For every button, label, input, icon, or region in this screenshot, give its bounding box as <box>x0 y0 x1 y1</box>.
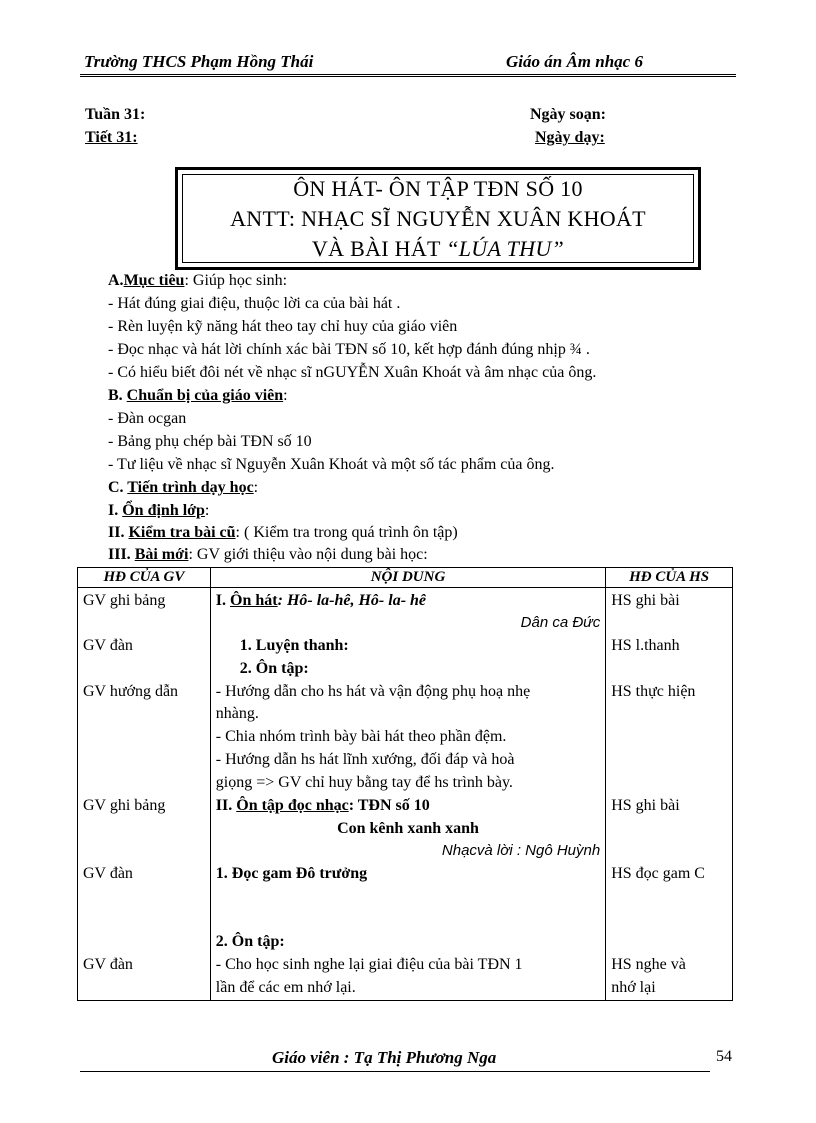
lesson-table <box>77 567 733 1001</box>
objective-item: - Rèn luyện kỹ năng hát theo tay chỉ huy của giáo viên <box>108 318 458 335</box>
step-new-lesson <box>108 544 428 566</box>
process-colon: : <box>253 479 259 496</box>
preparation-label: Chuẩn bị của giáo viên <box>126 387 284 404</box>
page-number: 54 <box>716 1048 732 1065</box>
title-line-3-prefix: VÀ BÀI HÁT <box>311 235 447 261</box>
preparation-colon: : <box>283 387 288 404</box>
gv-activity: GV hướng dẫn <box>83 683 179 700</box>
reading-note: - Cho học sinh nghe lại giai điệu của bài TĐN 1 <box>215 956 523 973</box>
lesson-number: Tiết 31: <box>85 129 138 146</box>
process-prefix: C. <box>108 479 128 496</box>
preparation-heading <box>108 385 288 407</box>
step2-prefix: II. <box>108 524 129 541</box>
teach-date-label: Ngày dạy: <box>535 129 605 146</box>
sec2-label: Ôn tập đọc nhạc <box>236 797 349 814</box>
step-class-order <box>108 500 209 522</box>
section-sight-reading <box>216 795 600 817</box>
header-content: NỘI DUNG <box>210 568 605 588</box>
step1-colon: : <box>204 502 210 519</box>
hs-activity: HS ghi bài <box>611 797 680 814</box>
step2-text: : ( Kiểm tra trong quá trình ôn tập) <box>235 524 458 541</box>
review-note: - Hướng dẫn hs hát lĩnh xướng, đối đáp và hoà <box>215 751 515 768</box>
objective-item: - Đọc nhạc và hát lời chính xác bài TĐN số 10, kết hợp đánh đúng nhịp ¾ . <box>108 341 590 358</box>
gv-activity: GV đàn <box>83 956 133 973</box>
review-note: giọng => GV chỉ huy bằng tay để hs trình bày. <box>215 774 513 791</box>
content-cell <box>210 588 605 1001</box>
school-name: Trường THCS Phạm Hồng Thái <box>84 52 314 71</box>
hs-activity: HS nghe và <box>611 956 686 973</box>
title-box-inner <box>182 174 694 263</box>
sec2-prefix: II. <box>215 797 237 814</box>
step-warmup: 1. Luyện thanh: <box>239 637 349 654</box>
prep-date-label: Ngày soạn: <box>530 106 607 123</box>
title-line-1: ÔN HÁT- ÔN TẬP TĐN SỐ 10 <box>293 175 583 201</box>
sec1-label: Ôn hát <box>230 592 278 609</box>
preparation-item: - Đàn ocgan <box>108 410 187 427</box>
student-activity-cell <box>606 588 733 1001</box>
gv-activity: GV đàn <box>83 865 133 882</box>
objective-item: - Có hiểu biết đôi nét về nhạc sĩ nGUYỄN Xuân Khoát và âm nhạc của ông. <box>108 364 597 381</box>
step-review-reading: 2. Ôn tập: <box>215 933 285 950</box>
gv-activity: GV ghi bảng <box>83 592 166 609</box>
table-header-row <box>78 568 733 588</box>
header-teacher-activity: HĐ CỦA GV <box>78 568 211 588</box>
hs-activity: HS ghi bài <box>611 592 680 609</box>
gv-activity: GV ghi bảng <box>83 797 166 814</box>
teacher-activity-cell <box>78 588 211 1001</box>
step-review <box>108 522 458 544</box>
title-box <box>175 167 701 270</box>
process-heading <box>108 477 258 499</box>
teacher-name: Giáo viên : Tạ Thị Phương Nga <box>272 1048 497 1067</box>
title-line-3 <box>312 234 564 264</box>
gv-activity: GV đàn <box>83 637 133 654</box>
review-note: nhàng. <box>215 705 259 722</box>
song-author: Nhạcvà lời : Ngô Huỳnh <box>441 842 601 859</box>
preparation-prefix: B. <box>108 387 127 404</box>
title-line-2: ANTT: NHẠC SĨ NGUYỄN XUÂN KHOÁT <box>230 205 646 231</box>
step1-label: Ổn định lớp <box>122 502 205 519</box>
preparation-item: - Bảng phụ chép bài TĐN số 10 <box>108 433 312 450</box>
step3-text: : GV giới thiệu vào nội dung bài học: <box>188 546 428 563</box>
hs-activity: HS đọc gam C <box>611 865 705 882</box>
objective-item: - Hát đúng giai điệu, thuộc lời ca của bài hát . <box>108 295 401 312</box>
header-student-activity: HĐ CỦA HS <box>606 568 733 588</box>
section-review-song <box>216 590 600 612</box>
sec1-prefix: I. <box>215 592 231 609</box>
review-note: - Hướng dẫn cho hs hát và vận động phụ hoạ nhẹ <box>215 683 531 700</box>
reading-note: lần để các em nhớ lại. <box>215 979 356 996</box>
step1-prefix: I. <box>108 502 123 519</box>
week-label: Tuần 31: <box>85 106 146 123</box>
review-note: - Chia nhóm trình bày bài hát theo phần đệm. <box>215 728 507 745</box>
step3-label: Bài mới <box>134 546 189 563</box>
hs-activity: nhớ lại <box>611 979 656 996</box>
step2-label: Kiểm tra bài cũ <box>128 524 236 541</box>
hs-activity: HS l.thanh <box>611 637 680 654</box>
header-rule <box>80 74 736 77</box>
step3-prefix: III. <box>108 546 135 563</box>
preparation-item: - Tư liệu về nhạc sĩ Nguyễn Xuân Khoát và một số tác phẩm của ông. <box>108 456 555 473</box>
objectives-label: Mục tiêu <box>123 272 185 289</box>
sec2-rest: : TĐN số 10 <box>348 797 430 814</box>
footer-rule <box>80 1071 710 1072</box>
subject-name: Giáo án Âm nhạc 6 <box>506 52 643 71</box>
objectives-prefix: A. <box>108 272 124 289</box>
process-label: Tiến trình dạy học <box>127 479 254 496</box>
objectives-heading <box>108 270 287 292</box>
table-row <box>78 588 733 1001</box>
title-song-name: “LÚA THU” <box>446 235 565 261</box>
hs-activity: HS thực hiện <box>611 683 696 700</box>
objectives-intro: : Giúp học sinh: <box>184 272 288 289</box>
sec1-song: : Hô- la-hê, Hô- la- hê <box>277 592 427 609</box>
step-review-song: 2. Ôn tập: <box>239 660 309 677</box>
song-origin: Dân ca Đức <box>520 614 601 631</box>
step-read-scale: 1. Đọc gam Đô trưởng <box>215 865 368 882</box>
sight-reading-song: Con kênh xanh xanh <box>337 820 479 837</box>
